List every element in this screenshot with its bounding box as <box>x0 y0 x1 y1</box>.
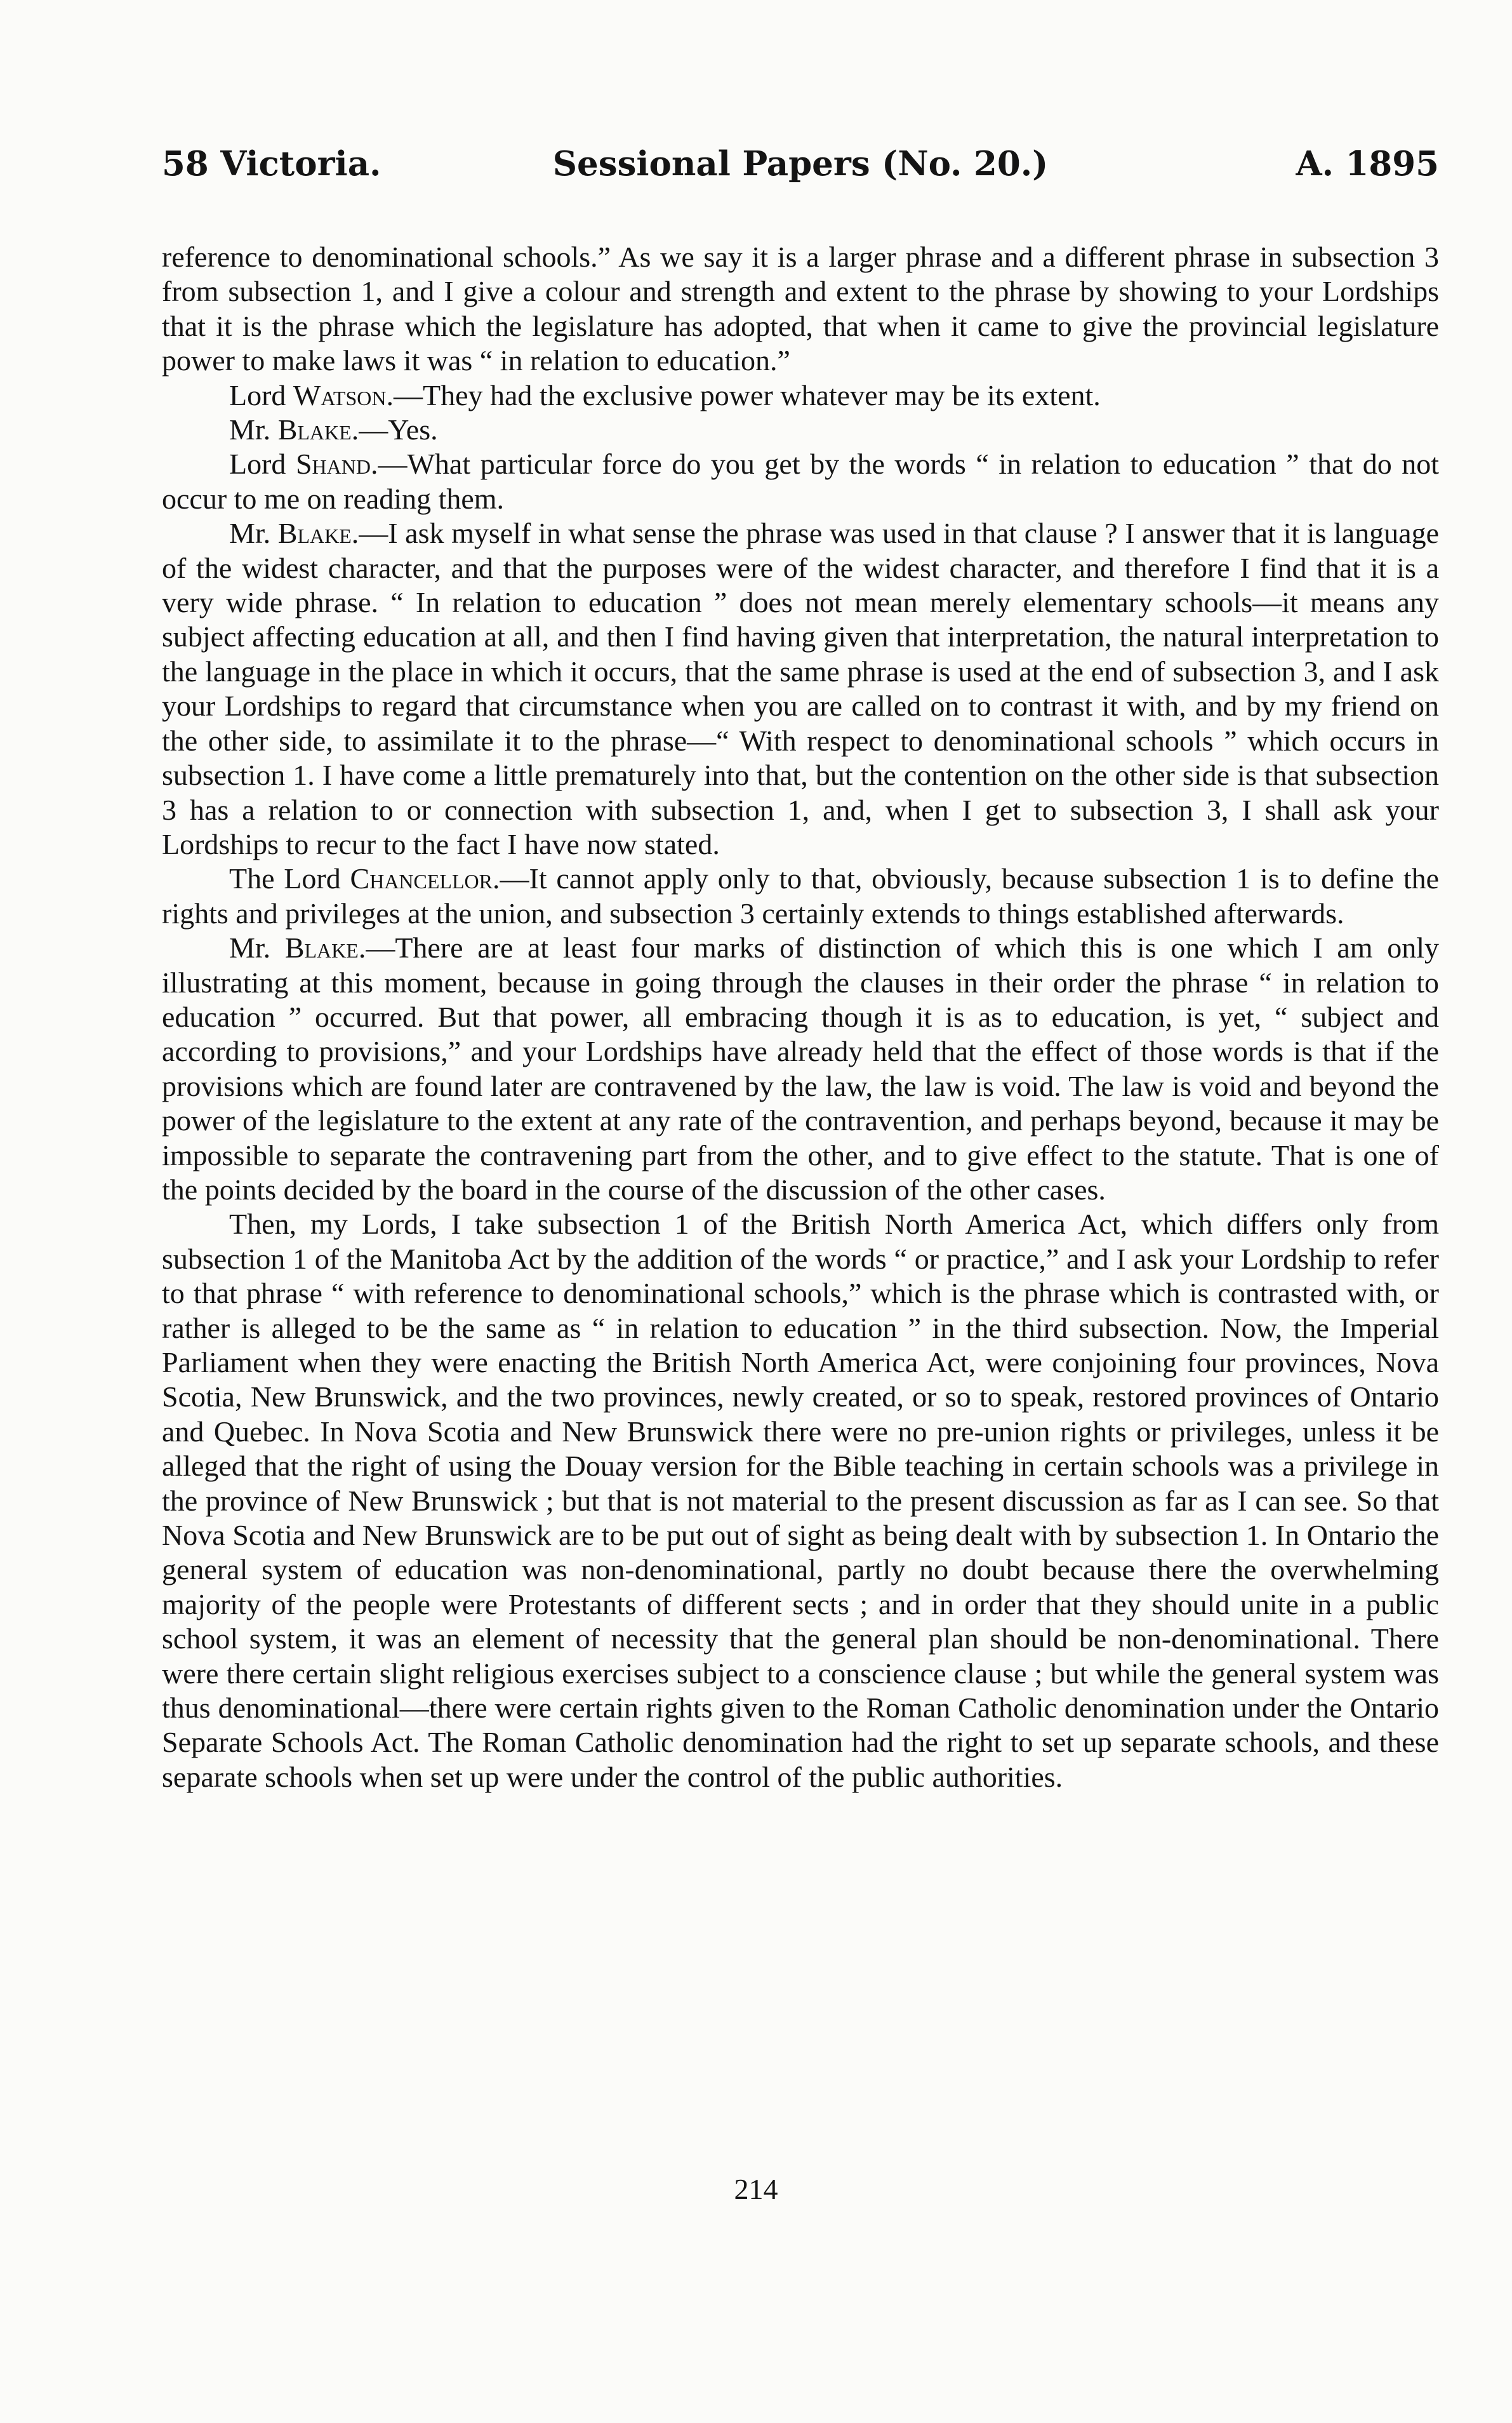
header-session: 58 Victoria. <box>162 144 381 184</box>
page-number: 214 <box>734 2173 778 2205</box>
paragraph-subsection-one: Then, my Lords, I take subsection 1 of the British North America Act, which differs only from subsection 1 of the Manitoba Act by the addition of the words “ or practice,” and I ask your Lordship to refer to that phrase “ with reference to denominational schools,” which is the phrase which is contrasted with, or rather is alleged to be the same as “ in relation to education ” in the third subsection. Now, the Imperial Parliament when they were enacting the British North America Act, were conjoining four provinces, Nova Scotia, New Brunswick, and the two provinces, newly created, or so to speak, restored provinces of Ontario and Quebec. In Nova Scotia and New Brunswick there were no pre-union rights or privileges, unless it be alleged that the right of using the Douay version for the Bible teaching in certain schools was a privilege in the province of New Brunswick ; but that is not material to the present discussion as far as I can see. So that Nova Scotia and New Brunswick are to be put out of sight as being dealt with by subsection 1. In Ontario the general system of education was non-denominational, partly no doubt because there the overwhelming majority of the people were Protestants of different sects ; and in order that they should unite in a public school system, it was an element of necessity that the general plan should be non-denominational. There were there certain slight religious exercises subject to a conscience clause ; but while the general system was thus denominational—there were certain rights given to the Roman Catholic denomination under the Ontario Separate Schools Act. The Roman Catholic denomination had the right to set up separate schools, and these separate schools when set up were under the control of the public authorities. <box>162 1208 1439 1793</box>
speaker-name: Blake <box>277 517 352 550</box>
speaker-name: Chancellor <box>350 862 493 895</box>
running-header <box>162 138 1439 189</box>
speech-watson: Lord Watson.—They had the exclusive power whatever may be its extent. <box>229 378 1101 411</box>
header-year: A. 1895 <box>1296 144 1439 184</box>
speech-blake-answer: Mr. Blake.—I ask myself in what sense the phrase was used in that clause ? I answer that it is language of the widest character, and that the purposes were of the widest character, and therefore I find that it is a very wide phrase. “ In relation to education ” does not mean merely elementary schools—it means any subject affecting education at all, and then I find having given that interpretation, the natural interpretation to the language in the place in which it occurs, that the same phrase is used at the end of subsection 3, and I ask your Lordships to regard that circumstance when you are called on to contrast it with, and by my friend on the other side, to assimilate it to the phrase—“ With respect to denominational schools ” which occurs in subsection 1. I have come a little prematurely into that, but the contention on the other side is that subsection 3 has a relation to or connection with subsection 1, and, when I get to subsection 3, I shall ask your Lordships to recur to the fact I have now stated. <box>162 517 1440 860</box>
speech-blake-marks: Mr. Blake.—There are at least four marks of distinction of which this is one which I am only illustrating at this moment, because in going through the clauses in their order the phrase “ in relation to education ” occurred. But that power, all embracing though it is as to education, is yet, “ subject and according to provisions,” and your Lordships have already held that the effect of those words is that if the provisions which are found later are contravened by the law, the law is void. The law is void and beyond the power of the legislature to the extent at any rate of the contravention, and perhaps beyond, because it may be impossible to separate the contravening part from the other, and to give effect to the statute. That is one of the points decided by the board in the course of the discussion of the other cases. <box>162 931 1440 1206</box>
speaker-name: Blake <box>284 931 359 965</box>
speech-chancellor: The Lord Chancellor.—It cannot apply only to that, obviously, because subsection 1 is to define the rights and privileges at the union, and subsection 3 certainly extends to things established afterwards. <box>162 862 1440 930</box>
speaker-name: Watson <box>293 378 387 411</box>
body-text <box>162 240 1439 1794</box>
header-title: Sessional Papers (No. 20.) <box>552 144 1049 184</box>
paragraph-continuation: reference to denominational schools.” As we say it is a larger phrase and a different phrase in subsection 3 from subsection 1, and I give a colour and strength and extent to the phrase by showing to your Lordships that it is the phrase which the legislature has adopted, that when it came to give the provincial legislature power to make laws it was “ in relation to education.” <box>162 241 1439 377</box>
speaker-name: Blake <box>277 413 352 446</box>
speaker-name: Shand <box>295 448 371 481</box>
speech-shand: Lord Shand.—What particular force do you get by the words “ in relation to education ” that do not occur to me on reading them. <box>162 448 1440 515</box>
speech-blake-yes: Mr. Blake.—Yes. <box>229 413 438 446</box>
